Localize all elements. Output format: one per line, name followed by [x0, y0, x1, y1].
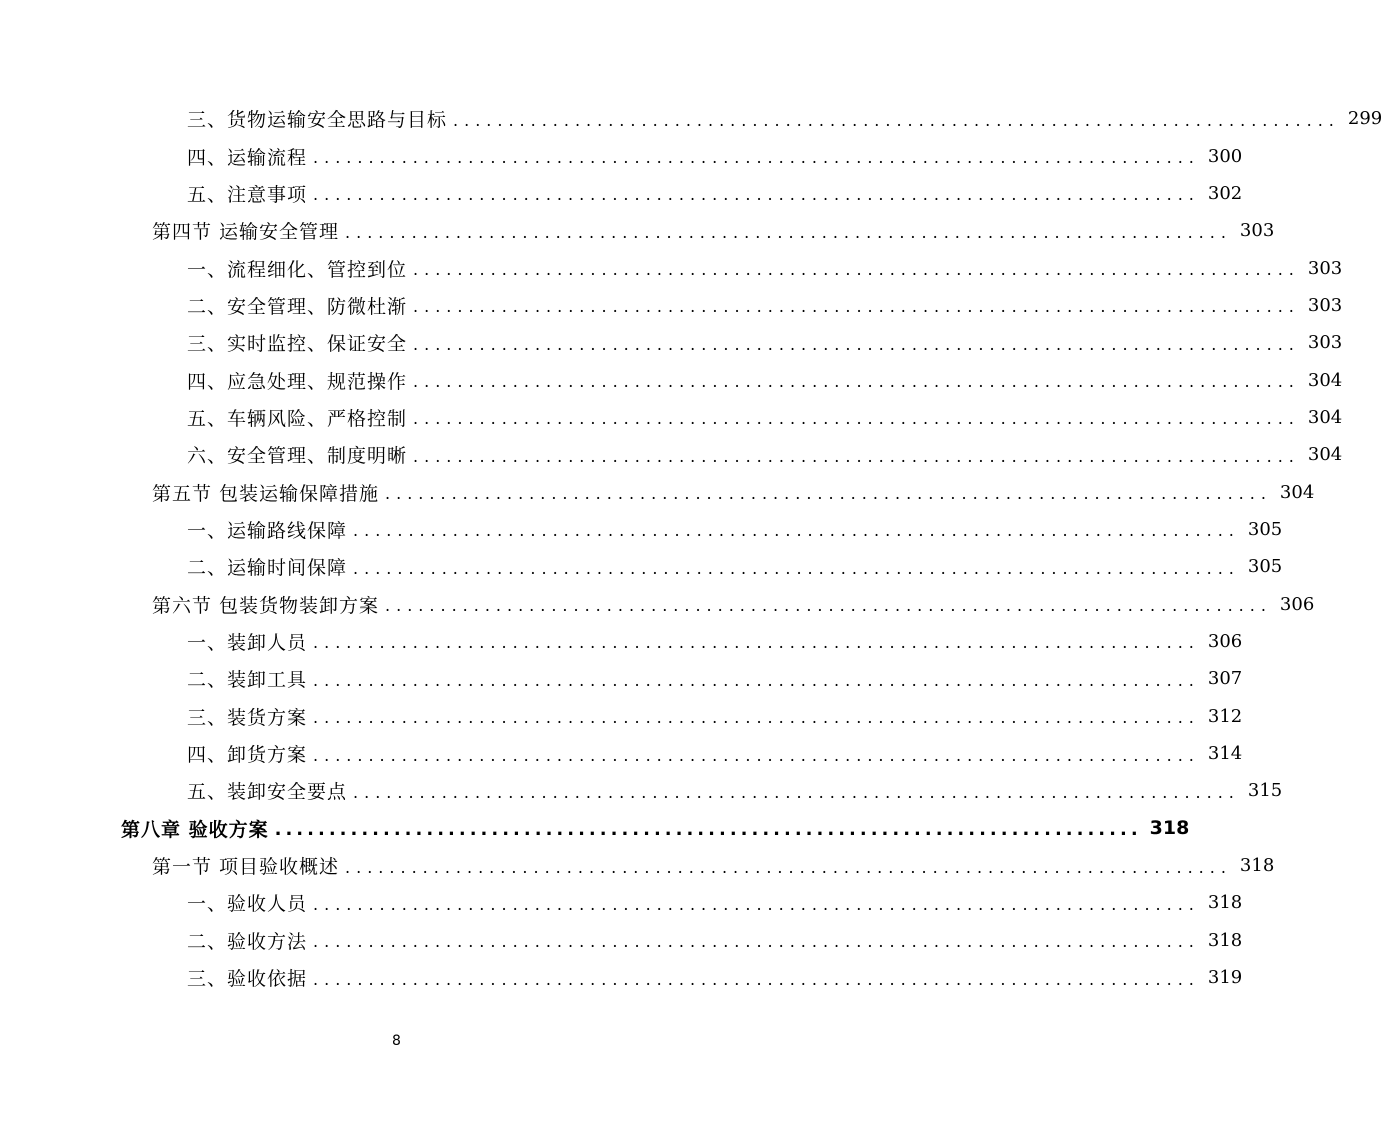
- toc-dot-leader: ................................................................................: [353, 558, 1240, 578]
- toc-entry-page: 306: [1279, 593, 1315, 615]
- toc-entry[interactable]: [0, 660, 1243, 697]
- toc-entry-page: 303: [1307, 332, 1343, 354]
- toc-entry-page: 304: [1307, 444, 1343, 466]
- toc-entry-title: 二、安全管理、防微杜渐: [187, 295, 408, 318]
- toc-entry-title: 一、流程细化、管控到位: [187, 258, 408, 281]
- toc-entry[interactable]: [0, 922, 1243, 959]
- toc-dot-leader: ................................................................................: [385, 596, 1272, 616]
- toc-entry-title: 第四节 运输安全管理: [152, 221, 340, 244]
- toc-entry-title: 一、验收人员: [187, 893, 308, 916]
- toc-dot-leader: ................................................................................: [413, 409, 1300, 429]
- toc-dot-leader: ................................................................................: [413, 372, 1300, 392]
- toc-entry-title: 三、验收依据: [187, 968, 308, 991]
- toc-entry-page: 304: [1279, 481, 1315, 503]
- toc-entry-page: 305: [1247, 518, 1283, 540]
- toc-dot-leader: ................................................................................: [353, 782, 1240, 802]
- toc-entry-title: 五、注意事项: [187, 183, 308, 206]
- toc-entry[interactable]: [0, 735, 1243, 772]
- toc-entry-title: 第五节 包装运输保障措施: [152, 482, 380, 505]
- toc-entry-page: 304: [1307, 406, 1343, 428]
- toc-chapter-entry[interactable]: [0, 810, 1190, 847]
- toc-entry-title: 四、运输流程: [187, 146, 308, 169]
- toc-entry-title: 一、装卸人员: [187, 631, 308, 654]
- toc-entry-title: 四、应急处理、规范操作: [187, 370, 408, 393]
- toc-entry-title: 三、货物运输安全思路与目标: [187, 109, 448, 132]
- toc-dot-leader: ................................................................................: [345, 222, 1232, 242]
- toc-entry-title: 六、安全管理、制度明晰: [187, 445, 408, 468]
- toc-dot-leader: ................................................................................: [313, 969, 1200, 989]
- toc-dot-leader: ................................................................................: [313, 745, 1200, 765]
- toc-entry[interactable]: [0, 361, 1343, 398]
- toc-entry-page: 304: [1307, 369, 1343, 391]
- toc-entry-page: 305: [1247, 556, 1283, 578]
- toc-entry[interactable]: [0, 511, 1283, 548]
- toc-entry[interactable]: [0, 212, 1275, 249]
- toc-entry-title: 四、卸货方案: [187, 744, 308, 767]
- table-of-contents: [0, 100, 1382, 996]
- toc-dot-leader: ................................................................................: [413, 297, 1300, 317]
- toc-entry-title: 第六节 包装货物装卸方案: [152, 594, 380, 617]
- page-number: 8: [392, 1033, 401, 1049]
- toc-entry[interactable]: [0, 884, 1243, 921]
- toc-dot-leader: ................................................................................: [413, 260, 1300, 280]
- toc-dot-leader: ................................................................................: [353, 521, 1240, 541]
- toc-dot-leader: ................................................................................: [313, 148, 1200, 168]
- toc-entry-title: 五、装卸安全要点: [187, 781, 348, 804]
- toc-entry-title: 二、装卸工具: [187, 669, 308, 692]
- toc-entry-title: 一、运输路线保障: [187, 519, 348, 542]
- toc-dot-leader: ................................................................................: [453, 110, 1340, 130]
- toc-dot-leader: ................................................................................: [385, 484, 1272, 504]
- toc-entry[interactable]: [0, 548, 1283, 585]
- toc-dot-leader: ................................................................................: [313, 932, 1200, 952]
- toc-dot-leader: ................................................................................: [274, 819, 1142, 841]
- toc-dot-leader: ................................................................................: [413, 334, 1300, 354]
- toc-dot-leader: ................................................................................: [313, 894, 1200, 914]
- toc-entry[interactable]: [0, 698, 1243, 735]
- toc-entry-title: 二、验收方法: [187, 930, 308, 953]
- toc-dot-leader: ................................................................................: [313, 670, 1200, 690]
- toc-entry[interactable]: [0, 324, 1343, 361]
- toc-entry-title: 第一节 项目验收概述: [152, 856, 340, 879]
- toc-entry[interactable]: [0, 847, 1275, 884]
- toc-entry-page: 318: [1239, 855, 1275, 877]
- toc-entry-page: 318: [1149, 817, 1190, 840]
- toc-dot-leader: ................................................................................: [413, 446, 1300, 466]
- toc-entry[interactable]: [0, 249, 1343, 286]
- toc-entry-title: 三、实时监控、保证安全: [187, 333, 408, 356]
- toc-dot-leader: ................................................................................: [313, 708, 1200, 728]
- toc-entry[interactable]: [0, 585, 1315, 622]
- toc-entry-page: 318: [1207, 892, 1243, 914]
- toc-entry[interactable]: [0, 137, 1243, 174]
- toc-entry-page: 302: [1207, 182, 1243, 204]
- toc-entry[interactable]: [0, 473, 1315, 510]
- toc-entry[interactable]: [0, 959, 1243, 996]
- toc-entry-page: 315: [1247, 780, 1283, 802]
- toc-entry[interactable]: [0, 100, 1382, 137]
- toc-entry-title: 三、装货方案: [187, 706, 308, 729]
- toc-entry-page: 299: [1347, 108, 1382, 130]
- toc-dot-leader: ................................................................................: [345, 857, 1232, 877]
- toc-entry-title: 第八章 验收方案: [121, 818, 269, 841]
- toc-entry[interactable]: [0, 772, 1283, 809]
- toc-entry-page: 303: [1307, 294, 1343, 316]
- toc-entry-page: 314: [1207, 743, 1243, 765]
- toc-entry-page: 319: [1207, 967, 1243, 989]
- toc-entry-page: 307: [1207, 668, 1243, 690]
- toc-entry-page: 312: [1207, 705, 1243, 727]
- toc-entry[interactable]: [0, 287, 1343, 324]
- toc-entry-title: 五、车辆风险、严格控制: [187, 407, 408, 430]
- toc-entry[interactable]: [0, 175, 1243, 212]
- toc-dot-leader: ................................................................................: [313, 185, 1200, 205]
- toc-entry-page: 303: [1239, 220, 1275, 242]
- toc-entry-page: 300: [1207, 145, 1243, 167]
- toc-dot-leader: ................................................................................: [313, 633, 1200, 653]
- toc-entry-page: 318: [1207, 929, 1243, 951]
- toc-entry[interactable]: [0, 623, 1243, 660]
- toc-entry-title: 二、运输时间保障: [187, 557, 348, 580]
- toc-entry-page: 306: [1207, 630, 1243, 652]
- toc-entry-page: 303: [1307, 257, 1343, 279]
- toc-entry[interactable]: [0, 399, 1343, 436]
- toc-entry[interactable]: [0, 436, 1343, 473]
